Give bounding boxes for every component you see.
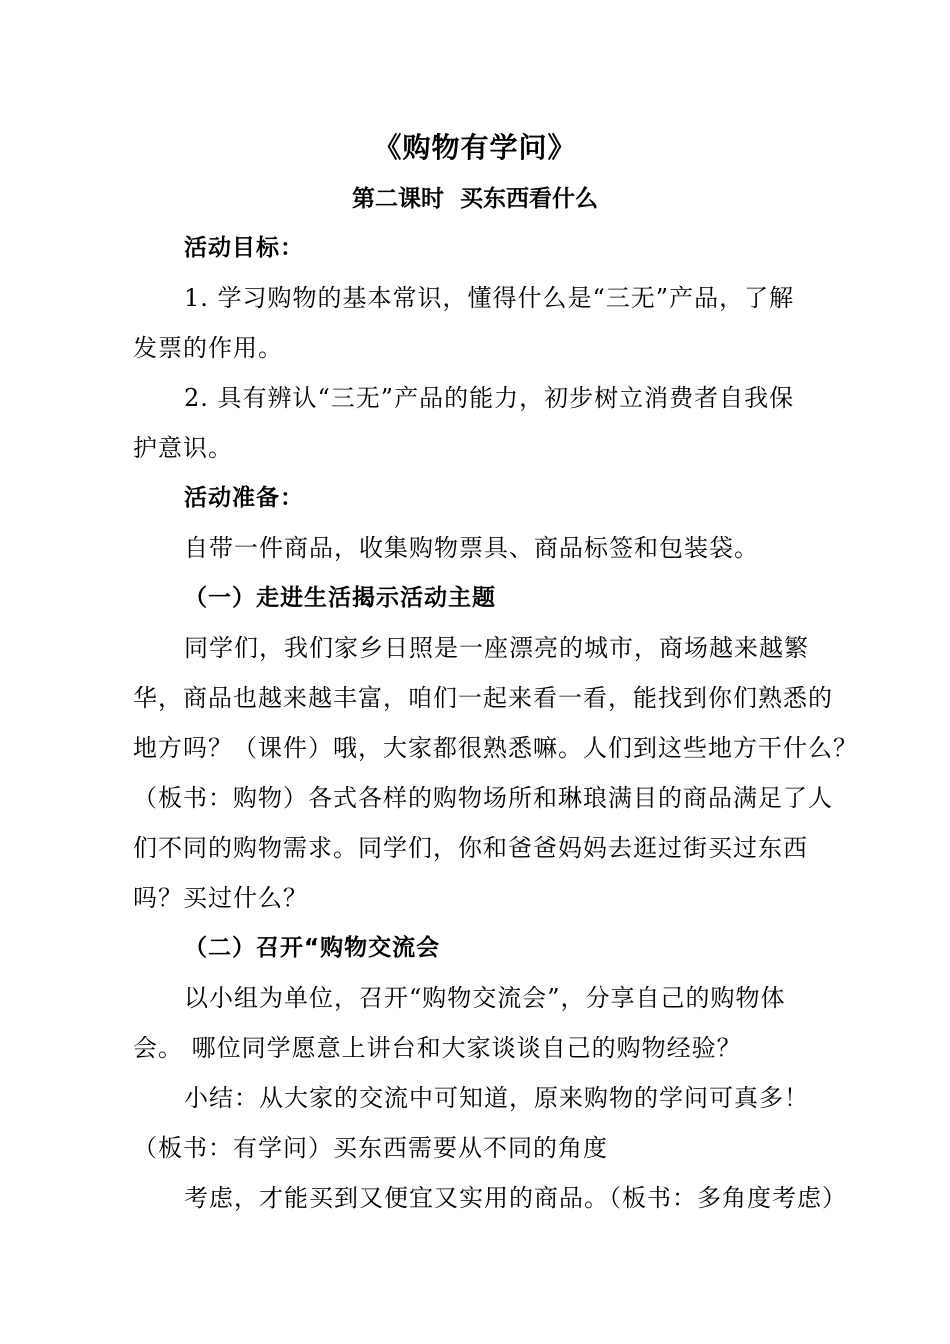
paragraph-line: 地方吗？（课件）哦，大家都很熟悉嘛。人们到这些地方干什么？ bbox=[133, 734, 858, 762]
paragraph-line: 们不同的购物需求。同学们，你和爸爸妈妈去逛过街买过东西 bbox=[133, 834, 808, 862]
paragraph-line: 1. 学习购物的基本常识，懂得什么是“三无”产品，了解 bbox=[184, 284, 795, 312]
section-heading: 活动准备： bbox=[184, 485, 304, 511]
paragraph-line: 考虑，才能买到又便宜又实用的商品。（板书：多角度考虑） bbox=[184, 1184, 847, 1212]
paragraph-line: （板书：有学问）买东西需要从不同的角度 bbox=[133, 1134, 608, 1162]
section-heading: 活动目标： bbox=[184, 235, 304, 261]
paragraph-line: 2. 具有辨认“三无”产品的能力，初步树立消费者自我保 bbox=[184, 384, 795, 412]
paragraph-line: 护意识。 bbox=[133, 434, 233, 462]
paragraph-line: 自带一件商品，收集购物票具、商品标签和包装袋。 bbox=[184, 534, 759, 562]
document-title: 《购物有学问》 bbox=[373, 131, 577, 164]
section-heading: （一）走进生活揭示活动主题 bbox=[184, 585, 496, 611]
paragraph-line: 华，商品也越来越丰富，咱们一起来看一看，能找到你们熟悉的 bbox=[133, 684, 833, 712]
paragraph-line: 会。 哪位同学愿意上讲台和大家谈谈自己的购物经验？ bbox=[133, 1034, 742, 1062]
paragraph-line: 以小组为单位，召开“购物交流会”，分享自己的购物体 bbox=[184, 984, 786, 1012]
document-subtitle: 第二课时 买东西看什么 bbox=[351, 185, 598, 212]
paragraph-line: 发票的作用。 bbox=[133, 334, 283, 362]
paragraph-line: （板书：购物）各式各样的购物场所和琳琅满目的商品满足了人 bbox=[133, 784, 833, 812]
paragraph-line: 吗？买过什么？ bbox=[133, 884, 308, 912]
section-heading: （二）召开“购物交流会 bbox=[184, 935, 441, 961]
paragraph-line: 同学们，我们家乡日照是一座漂亮的城市，商场越来越繁 bbox=[184, 634, 809, 662]
paragraph-line: 小结：从大家的交流中可知道，原来购物的学问可真多！ bbox=[184, 1084, 809, 1112]
